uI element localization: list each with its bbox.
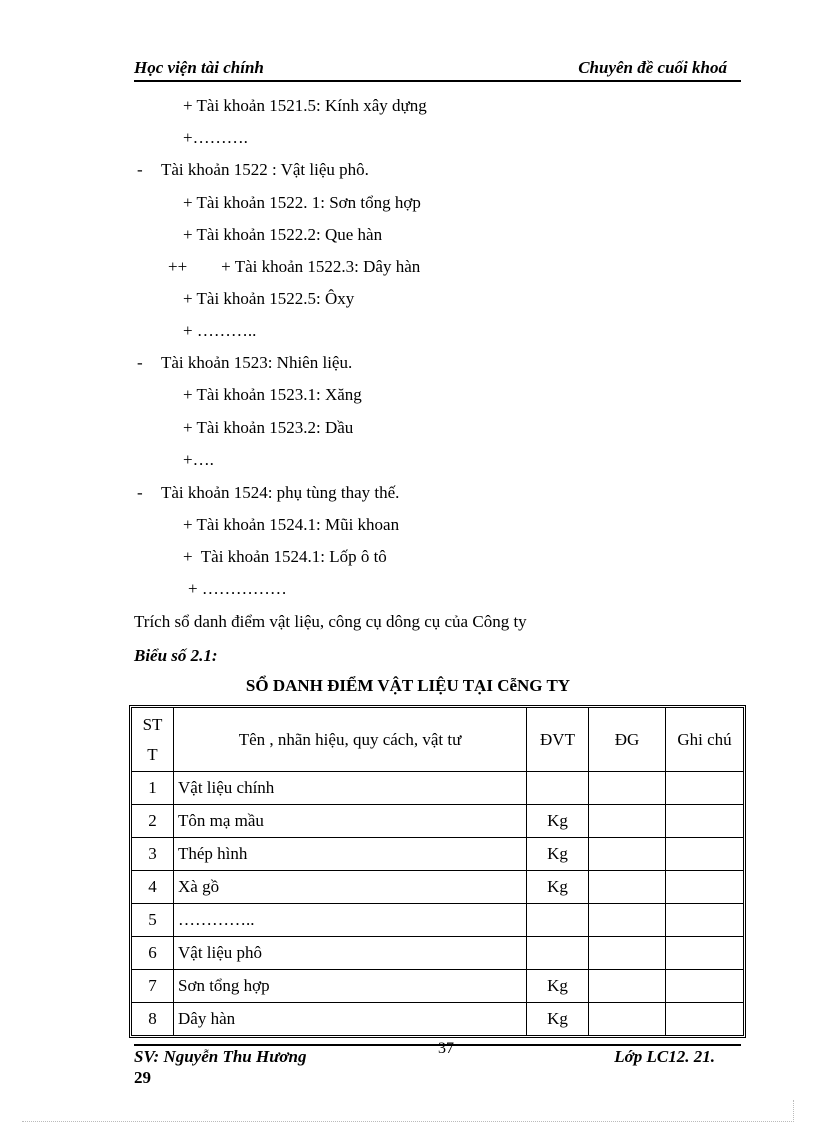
- account-group-line: [137, 353, 352, 373]
- cell-note: [666, 1003, 743, 1035]
- cell-stt: 8: [132, 1003, 174, 1035]
- cell-unit: Kg: [527, 838, 589, 871]
- header-stt-line1: ST: [142, 714, 163, 734]
- intro-sentence: Trích sổ danh điểm vật liệu, công cụ dông cụ của Công ty: [134, 612, 527, 631]
- cell-unit: [527, 937, 589, 970]
- cell-name: …………..: [174, 904, 527, 937]
- account-line: + Tài khoản 1523.2: Dầu: [183, 418, 354, 437]
- cell-price: [589, 970, 666, 1003]
- table-row: [132, 904, 743, 937]
- cell-name: Dây hàn: [174, 1003, 527, 1035]
- cell-name: Sơn tổng hợp: [174, 970, 527, 1003]
- cell-stt: 5: [132, 904, 174, 937]
- footer-class-continuation: 29: [134, 1068, 151, 1087]
- account-group-label: Tài khoản 1523: Nhiên liệu.: [161, 353, 353, 372]
- account-group-line: [137, 160, 369, 180]
- table-row: [132, 937, 743, 970]
- cell-unit: Kg: [527, 970, 589, 1003]
- cell-name: Vật liệu chính: [174, 772, 527, 805]
- table-row: [132, 871, 743, 904]
- cell-price: [589, 871, 666, 904]
- account-line: + Tài khoản 1524.1: Lốp ô tô: [183, 547, 387, 566]
- account-group-label: Tài khoản 1524: phụ tùng thay thế.: [161, 483, 400, 502]
- cell-note: [666, 805, 743, 838]
- cell-price: [589, 937, 666, 970]
- account-line: + Tài khoản 1522. 1: Sơn tổng hợp: [183, 193, 421, 212]
- figure-caption: Biểu số 2.1:: [134, 646, 218, 665]
- cell-note: [666, 838, 743, 871]
- header-note: Ghi chú: [666, 708, 743, 772]
- account-line: + ………..: [183, 321, 257, 340]
- account-line: + Tài khoản 1524.1: Mũi khoan: [183, 515, 400, 534]
- cell-name: Vật liệu phô: [174, 937, 527, 970]
- account-line: +……….: [183, 128, 248, 147]
- header-stt-line2: T: [147, 744, 158, 764]
- table-row: [132, 1003, 743, 1035]
- table-row: [132, 970, 743, 1003]
- list-dash: -: [137, 483, 143, 502]
- cell-note: [666, 904, 743, 937]
- cell-price: [589, 838, 666, 871]
- header-stt: [132, 708, 174, 772]
- cell-stt: 1: [132, 772, 174, 805]
- cell-note: [666, 970, 743, 1003]
- account-line: + Tài khoản 1522.2: Que hàn: [183, 225, 383, 244]
- footer-class: Lớp LC12. 21.: [614, 1047, 715, 1066]
- table-title: SỔ DANH ĐIỂM VẬT LIỆU TẠI CễNG TY: [245, 676, 571, 695]
- cell-note: [666, 772, 743, 805]
- cell-unit: Kg: [527, 871, 589, 904]
- page-footer: [134, 1040, 741, 1087]
- cell-stt: 3: [132, 838, 174, 871]
- page-edge-divider: [22, 1121, 794, 1122]
- header-document-type: Chuyên đề cuối khoá: [578, 58, 727, 77]
- account-line: + Tài khoản 1521.5: Kính xây dựng: [183, 96, 427, 115]
- cell-unit: Kg: [527, 1003, 589, 1035]
- account-group-line: [137, 483, 399, 503]
- header-price: ĐG: [589, 708, 666, 772]
- cell-stt: 2: [132, 805, 174, 838]
- cell-name: Xà gồ: [174, 871, 527, 904]
- header-institution: Học viện tài chính: [134, 58, 264, 77]
- footer-student: SV: Nguyễn Thu Hương: [134, 1047, 307, 1066]
- page-number: 37: [438, 1040, 454, 1057]
- cell-unit: [527, 904, 589, 937]
- cell-unit: [527, 772, 589, 805]
- header-unit: ĐVT: [527, 708, 589, 772]
- cell-note: [666, 871, 743, 904]
- list-dash: -: [137, 160, 143, 179]
- account-line: ++ + Tài khoản 1522.3: Dây hàn: [168, 257, 421, 276]
- account-line: + Tài khoản 1522.5: Ôxy: [183, 289, 355, 308]
- table-row: [132, 772, 743, 805]
- material-catalog-table: [129, 705, 746, 1038]
- account-group-label: Tài khoản 1522 : Vật liệu phô.: [161, 160, 369, 179]
- table-row: [132, 838, 743, 871]
- account-line: + ……………: [188, 579, 287, 598]
- cell-name: Thép hình: [174, 838, 527, 871]
- cell-price: [589, 772, 666, 805]
- cell-unit: Kg: [527, 805, 589, 838]
- list-dash: -: [137, 353, 143, 372]
- header-name: Tên , nhãn hiệu, quy cách, vật tư: [174, 708, 527, 772]
- cell-stt: 7: [132, 970, 174, 1003]
- cell-stt: 6: [132, 937, 174, 970]
- cell-price: [589, 904, 666, 937]
- table-header-row: [132, 708, 743, 772]
- page-edge-marker: [793, 1100, 794, 1122]
- cell-name: Tôn mạ mầu: [174, 805, 527, 838]
- account-line: +….: [183, 450, 214, 469]
- account-line: + Tài khoản 1523.1: Xăng: [183, 385, 362, 404]
- cell-stt: 4: [132, 871, 174, 904]
- cell-price: [589, 805, 666, 838]
- cell-price: [589, 1003, 666, 1035]
- cell-note: [666, 937, 743, 970]
- table-row: [132, 805, 743, 838]
- page-header: [134, 58, 741, 82]
